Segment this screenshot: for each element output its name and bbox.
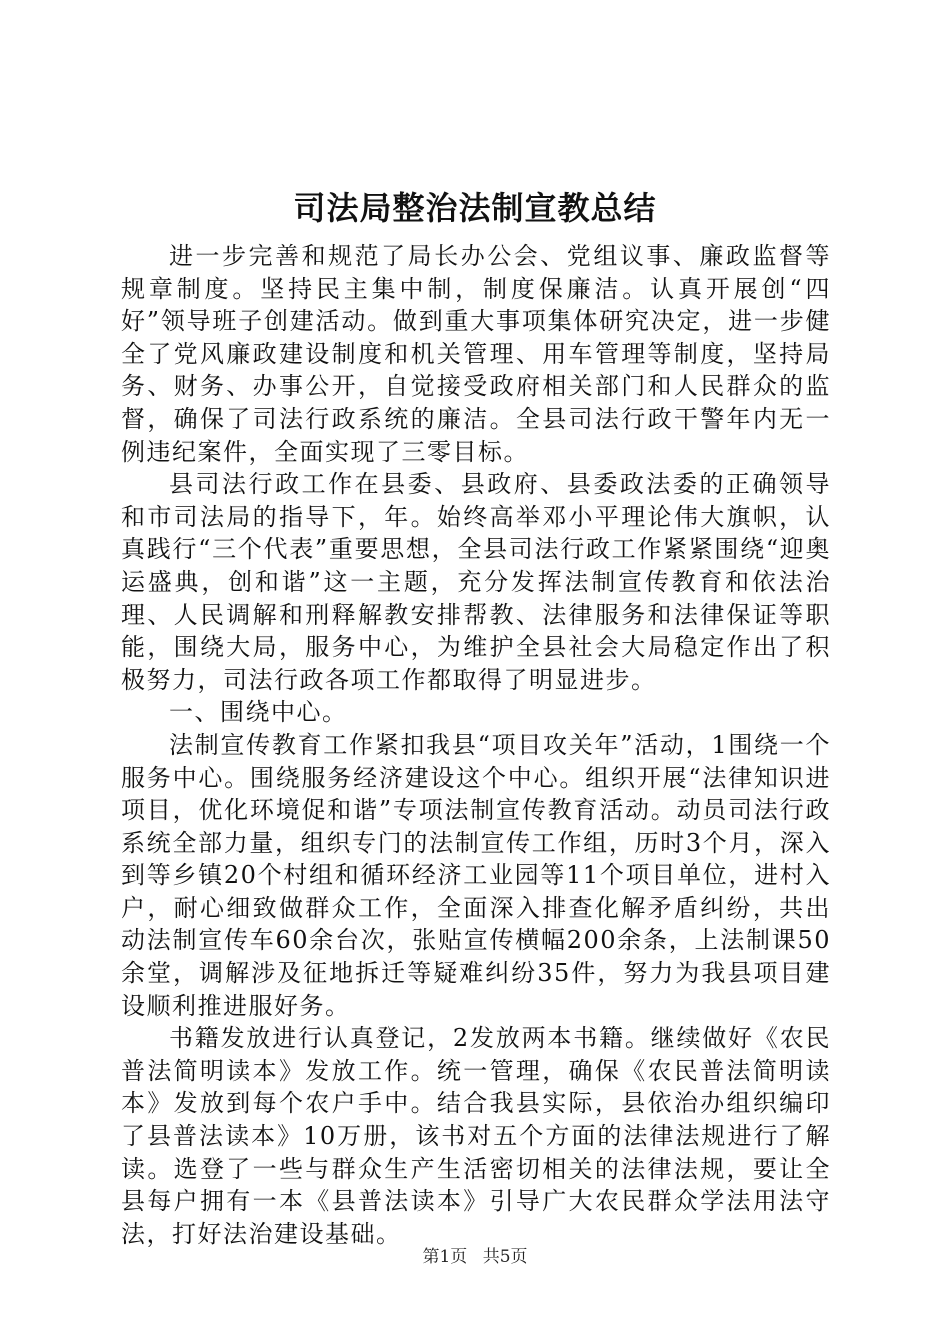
document-title: 司法局整治法制宣教总结 [293,189,657,227]
page-number: 第1页 [422,1247,468,1267]
section-heading: 一、围绕中心。 [169,698,348,727]
paragraph: 县司法行政工作在县委、县政府、县委政法委的正确领导和市司法局的指导下，年。始终高举邓小平理论伟大旗帜，认真践行“三个代表”重要思想，全县司法行政工作紧紧围绕“迎奥运盛典，创和谐”这一主题，充分发挥法制宣传教育和依法治理、人民调解和刑释解教安排帮教、法律服务和法律保证等职能，围绕大局，服务中心，为维护全县社会大局稳定作出了积极努力，司法行政各项工作都取得了明显进步。 [121,470,831,694]
page-total: 共5页 [482,1247,528,1267]
page-footer [0,1246,950,1268]
paragraph: 进一步完善和规范了局长办公会、党组议事、廉政监督等规章制度。坚持民主集中制，制度保廉洁。认真开展创“四好”领导班子创建活动。做到重大事项集体研究决定，进一步健全了党风廉政建设制度和机关管理、用车管理等制度，坚持局务、财务、办事公开，自觉接受政府相关部门和人民群众的监督，确保了司法行政系统的廉洁。全县司法行政干警年内无一例违纪案件，全面实现了三零目标。 [121,242,831,466]
document-body [121,240,831,1250]
paragraph: 法制宣传教育工作紧扣我县“项目攻关年”活动，1围绕一个服务中心。围绕服务经济建设这个中心。组织开展“法律知识进项目，优化环境促和谐”专项法制宣传教育活动。动员司法行政系统全部力量，组织专门的法制宣传工作组，历时3个月，深入到等乡镇20个村组和循环经济工业园等11个项目单位，进村入户，耐心细致做群众工作，全面深入排查化解矛盾纠纷，共出动法制宣传车60余台次，张贴宣传横幅200余条，上法制课50余堂，调解涉及征地拆迁等疑难纠纷35件，努力为我县项目建设顺利推进服好务。 [121,730,831,1020]
paragraph: 书籍发放进行认真登记，2发放两本书籍。继续做好《农民普法简明读本》发放工作。统一管理，确保《农民普法简明读本》发放到每个农户手中。结合我县实际，县依治办组织编印了县普法读本》10万册，该书对五个方面的法律法规进行了解读。选登了一些与群众生产生活密切相关的法律法规，要让全县每户拥有一本《县普法读本》引导广大农民群众学法用法守法，打好法治建设基础。 [121,1024,831,1248]
